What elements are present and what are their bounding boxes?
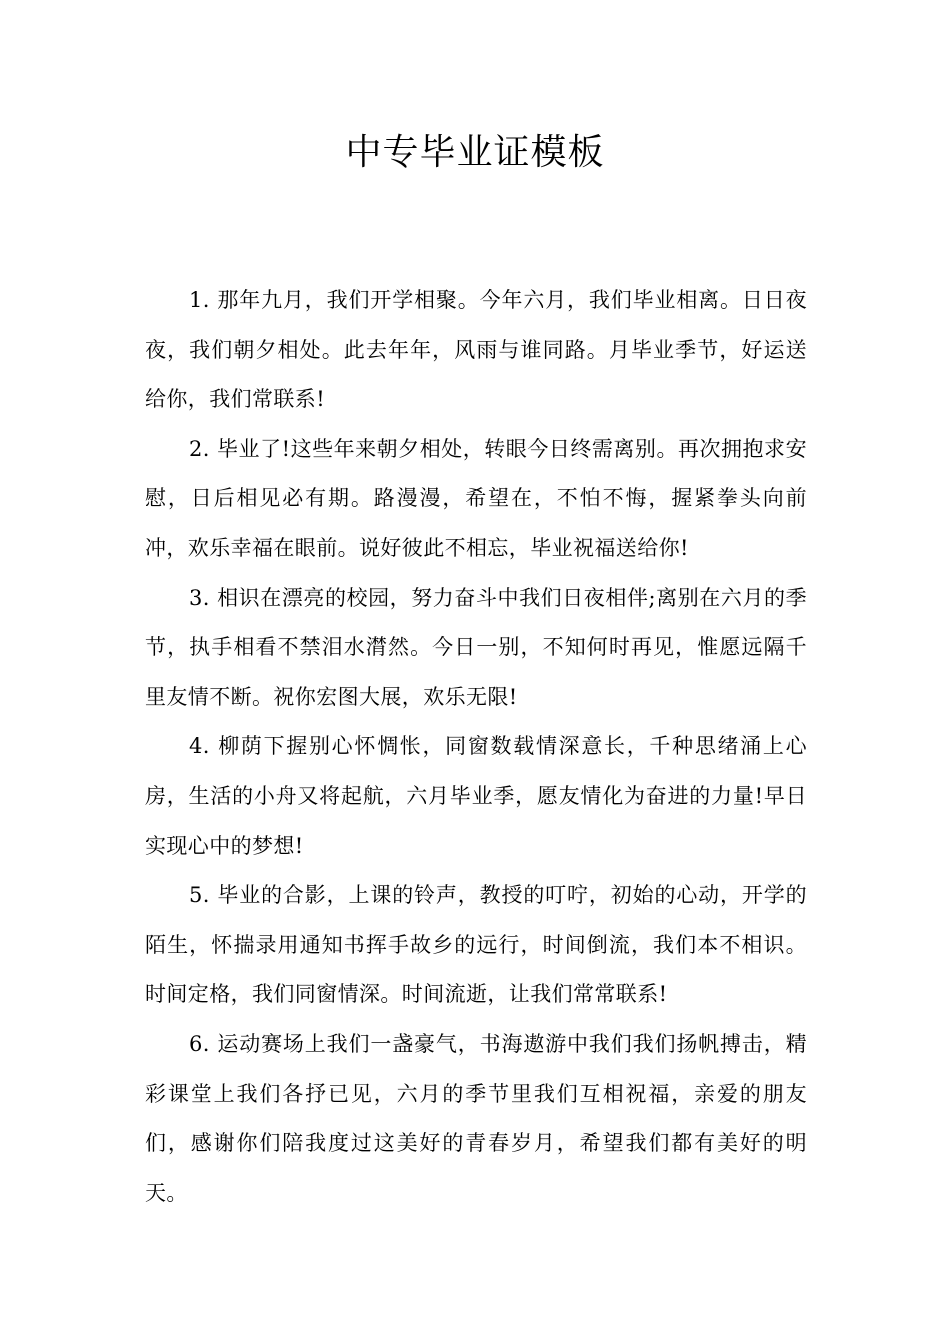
paragraph-4: 4. 柳荫下握别心怀惆怅，同窗数载情深意长，千种思绪涌上心房，生活的小舟又将起航，六月毕业季，愿友情化为奋进的力量!早日实现心中的梦想!	[145, 734, 807, 858]
paragraph-6: 6. 运动赛场上我们一盏豪气，书海遨游中我们我们扬帆搏击，精彩课堂上我们各抒已见，六月的季节里我们互相祝福，亲爱的朋友们，感谢你们陪我度过这美好的青春岁月，希望我们都有美好的明天。	[145, 1031, 807, 1205]
document-body	[145, 276, 807, 1218]
paragraph-1: 1. 那年九月，我们开学相聚。今年六月，我们毕业相离。日日夜夜，我们朝夕相处。此去年年，风雨与谁同路。月毕业季节，好运送给你，我们常联系!	[145, 288, 807, 412]
document-title: 中专毕业证模板	[345, 132, 605, 173]
paragraph-5: 5. 毕业的合影，上课的铃声，教授的叮咛，初始的心动，开学的陌生，怀揣录用通知书挥手故乡的远行，时间倒流，我们本不相识。时间定格，我们同窗情深。时间流逝，让我们常常联系!	[145, 883, 807, 1007]
paragraph-3: 3. 相识在漂亮的校园，努力奋斗中我们日夜相伴;离别在六月的季节，执手相看不禁泪水潸然。今日一别，不知何时再见，惟愿远隔千里友情不断。祝你宏图大展，欢乐无限!	[145, 585, 807, 709]
paragraph-2: 2. 毕业了!这些年来朝夕相处，转眼今日终需离别。再次拥抱求安慰，日后相见必有期。路漫漫，希望在，不怕不悔，握紧拳头向前冲，欢乐幸福在眼前。说好彼此不相忘，毕业祝福送给你!	[145, 436, 807, 560]
